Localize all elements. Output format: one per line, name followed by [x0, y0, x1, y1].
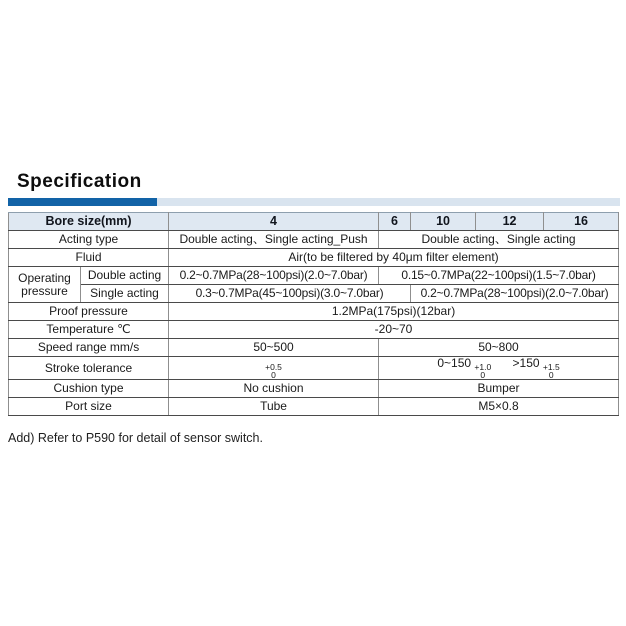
title-underline-bar — [8, 198, 620, 206]
tolerance-lower: 0 — [271, 370, 276, 380]
stroke-tolerance-bore4-value — [169, 357, 379, 380]
table-row-bore-size — [9, 213, 619, 231]
tolerance-lower: 0 — [548, 370, 554, 380]
operating-pressure-single-bore4-6-value: 0.3~0.7MPa(45~100psi)(3.0~7.0bar) — [169, 285, 411, 303]
cushion-type-bore4-value: No cushion — [169, 380, 379, 398]
bore-size-4: 4 — [169, 213, 379, 231]
tolerance-upper: +1.0 — [474, 362, 492, 372]
title-underline-accent — [8, 198, 157, 206]
tolerance-stack — [474, 363, 491, 379]
port-size-bore4-value: Tube — [169, 398, 379, 416]
table-row-fluid — [9, 249, 619, 267]
table-row-operating-pressure-double — [9, 267, 619, 285]
operating-pressure-double-acting-sublabel: Double acting — [81, 267, 169, 285]
acting-type-bore6-16-value: Double acting、Single acting — [379, 231, 619, 249]
sensor-switch-footnote: Add) Refer to P590 for detail of sensor switch. — [8, 431, 263, 445]
operating-pressure-single-acting-sublabel: Single acting — [81, 285, 169, 303]
stroke-range-2: >150 — [512, 356, 540, 370]
speed-range-bore6-16-value: 50~800 — [379, 339, 619, 357]
bore-size-header-label: Bore size(mm) — [9, 213, 169, 231]
table-row-stroke-tolerance — [9, 357, 619, 380]
temperature-label: Temperature ℃ — [9, 321, 169, 339]
acting-type-bore4-value: Double acting、Single acting_Push — [169, 231, 379, 249]
acting-type-label: Acting type — [9, 231, 169, 249]
port-size-label: Port size — [9, 398, 169, 416]
proof-pressure-value: 1.2MPa(175psi)(12bar) — [169, 303, 619, 321]
table-row-cushion-type — [9, 380, 619, 398]
stroke-range-1: 0~150 — [437, 356, 472, 370]
fluid-value: Air(to be filtered by 40μm filter element) — [169, 249, 619, 267]
table-row-acting-type — [9, 231, 619, 249]
table-row-proof-pressure — [9, 303, 619, 321]
bore-size-12: 12 — [476, 213, 544, 231]
operating-pressure-label: Operating pressure — [9, 267, 81, 303]
cushion-type-bore6-16-value: Bumper — [379, 380, 619, 398]
stroke-tolerance-bore6-16-value — [379, 357, 619, 380]
speed-range-label: Speed range mm/s — [9, 339, 169, 357]
cushion-type-label: Cushion type — [9, 380, 169, 398]
operating-pressure-single-bore10-16-value: 0.2~0.7MPa(28~100psi)(2.0~7.0bar) — [411, 285, 619, 303]
specification-table — [8, 212, 619, 416]
table-row-speed-range — [9, 339, 619, 357]
tolerance-lower: 0 — [480, 370, 486, 380]
bore-size-16: 16 — [544, 213, 619, 231]
tolerance-stack — [543, 363, 560, 379]
table-row-temperature — [9, 321, 619, 339]
fluid-label: Fluid — [9, 249, 169, 267]
operating-pressure-double-bore4-value: 0.2~0.7MPa(28~100psi)(2.0~7.0bar) — [169, 267, 379, 285]
page-title: Specification — [17, 171, 142, 192]
temperature-value: -20~70 — [169, 321, 619, 339]
speed-range-bore4-value: 50~500 — [169, 339, 379, 357]
table-row-operating-pressure-single — [9, 285, 619, 303]
tolerance-upper: +0.5 — [265, 362, 282, 372]
port-size-bore6-16-value: M5×0.8 — [379, 398, 619, 416]
tolerance-stack — [265, 363, 282, 379]
tolerance-upper: +1.5 — [542, 362, 560, 372]
table-row-port-size — [9, 398, 619, 416]
operating-pressure-double-bore6-16-value: 0.15~0.7MPa(22~100psi)(1.5~7.0bar) — [379, 267, 619, 285]
bore-size-6: 6 — [379, 213, 411, 231]
bore-size-10: 10 — [411, 213, 476, 231]
proof-pressure-label: Proof pressure — [9, 303, 169, 321]
stroke-tolerance-label: Stroke tolerance — [9, 357, 169, 380]
